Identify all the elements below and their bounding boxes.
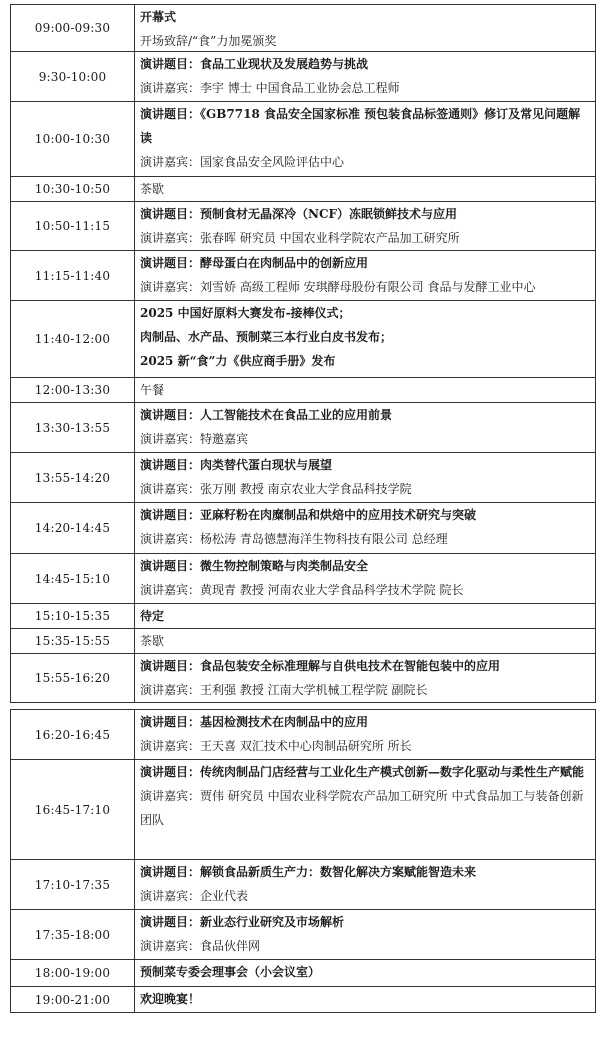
content-cell (135, 629, 595, 653)
talk-title: 演讲题目：食品包装安全标准理解与自供电技术在智能包装中的应用 (140, 659, 501, 673)
table-row (10, 628, 596, 653)
break-label: 午餐 (140, 383, 165, 397)
table-row (10, 402, 596, 452)
time-cell: 16:45-17:10 (11, 760, 135, 859)
time-cell: 16:20-16:45 (11, 710, 135, 759)
time-cell: 15:35-15:55 (11, 629, 135, 653)
content-cell (135, 503, 595, 553)
speaker: 演讲嘉宾：王利强 教授 江南大学机械工程学院 副院长 (140, 683, 428, 697)
content-cell (135, 760, 595, 859)
time-cell: 13:55-14:20 (11, 453, 135, 502)
time-cell: 11:15-11:40 (11, 251, 135, 300)
time-cell: 17:10-17:35 (11, 860, 135, 909)
table-row (10, 502, 596, 553)
speaker: 演讲嘉宾：食品伙伴网 (140, 939, 261, 953)
table-row (10, 101, 596, 176)
table-row (10, 603, 596, 628)
speaker: 演讲嘉宾：特邀嘉宾 (140, 432, 249, 446)
speaker: 演讲嘉宾：李宇 博士 中国食品工业协会总工程师 (140, 81, 400, 95)
table-row (10, 959, 596, 986)
time-cell: 17:35-18:00 (11, 910, 135, 959)
session-title: 开幕式 (140, 10, 177, 24)
time-cell: 19:00-21:00 (11, 987, 135, 1012)
meeting-label: 预制菜专委会理事会（小会议室） (140, 965, 321, 979)
speaker: 演讲嘉宾：黄现青 教授 河南农业大学食品科学技术学院 院长 (140, 583, 464, 597)
content-cell (135, 987, 595, 1012)
ceremony-item: 肉制品、水产品、预制菜三本行业白皮书发布； (140, 330, 393, 344)
talk-title: 演讲题目：微生物控制策略与肉类制品安全 (140, 559, 369, 573)
time-cell: 11:40-12:00 (11, 301, 135, 377)
talk-title: 演讲题目：解锁食品新质生产力：数智化解决方案赋能智造未来 (140, 865, 477, 879)
content-cell (135, 301, 595, 377)
talk-title: 演讲题目：食品工业现状及发展趋势与挑战 (140, 57, 369, 71)
content-cell (135, 251, 595, 300)
table-row (10, 201, 596, 250)
table-row (10, 909, 596, 959)
table-row (10, 176, 596, 201)
speaker: 演讲嘉宾：王天喜 双汇技术中心肉制品研究所 所长 (140, 739, 412, 753)
talk-title: 演讲题目：基因检测技术在肉制品中的应用 (140, 715, 369, 729)
content-cell (135, 860, 595, 909)
speaker: 演讲嘉宾：杨松涛 青岛德慧海洋生物科技有限公司 总经理 (140, 532, 448, 546)
talk-title: 演讲题目：传统肉制品门店经营与工业化生产模式创新—数字化驱动与柔性生产赋能 (140, 765, 585, 779)
time-cell: 14:20-14:45 (11, 503, 135, 553)
table-row (10, 300, 596, 377)
content-cell (135, 403, 595, 452)
talk-title: 演讲题目：《GB7718 食品安全国家标准 预包装食品标签通则》修订及常见问题解读 (140, 107, 581, 145)
time-cell: 14:45-15:10 (11, 554, 135, 603)
time-cell: 18:00-19:00 (11, 960, 135, 986)
time-cell: 12:00-13:30 (11, 378, 135, 402)
ceremony-item: 2025 新“食”力《供应商手册》发布 (140, 354, 336, 368)
talk-title: 演讲题目：肉类替代蛋白现状与展望 (140, 458, 333, 472)
content-cell (135, 378, 595, 402)
time-cell: 13:30-13:55 (11, 403, 135, 452)
table-row (10, 452, 596, 502)
schedule-table (10, 4, 596, 1013)
table-row (10, 709, 596, 759)
talk-title: 演讲题目：预制食材无晶深冷（NCF）冻眠锁鲜技术与应用 (140, 207, 458, 221)
session-detail: 开场致辞/“食”力加冕颁奖 (140, 34, 277, 48)
content-cell (135, 710, 595, 759)
table-row (10, 553, 596, 603)
break-label: 茶歇 (140, 182, 165, 196)
talk-title: 演讲题目：亚麻籽粉在肉糜制品和烘焙中的应用技术研究与突破 (140, 508, 477, 522)
content-cell (135, 960, 595, 986)
table-row (10, 859, 596, 909)
content-cell (135, 202, 595, 250)
time-cell: 10:50-11:15 (11, 202, 135, 250)
time-cell: 15:55-16:20 (11, 654, 135, 702)
time-cell: 15:10-15:35 (11, 604, 135, 628)
table-row (10, 653, 596, 703)
speaker: 演讲嘉宾：企业代表 (140, 889, 249, 903)
content-cell (135, 177, 595, 201)
ceremony-item: 2025 中国好原料大赛发布-接棒仪式； (140, 306, 351, 320)
break-label: 茶歇 (140, 634, 165, 648)
table-row (10, 51, 596, 101)
table-row (10, 986, 596, 1013)
speaker: 演讲嘉宾：张春晖 研究员 中国农业科学院农产品加工研究所 (140, 231, 460, 245)
time-cell: 10:30-10:50 (11, 177, 135, 201)
content-cell (135, 453, 595, 502)
speaker: 演讲嘉宾：贾伟 研究员 中国农业科学院农产品加工研究所 中式食品加工与装备创新团队 (140, 789, 584, 827)
content-cell (135, 910, 595, 959)
content-cell (135, 554, 595, 603)
content-cell (135, 52, 595, 101)
table-row (10, 250, 596, 300)
speaker: 演讲嘉宾：张万刚 教授 南京农业大学食品科技学院 (140, 482, 412, 496)
tbd-label: 待定 (140, 609, 165, 623)
talk-title: 演讲题目：人工智能技术在食品工业的应用前景 (140, 408, 393, 422)
table-row (10, 377, 596, 402)
time-cell: 9:30-10:00 (11, 52, 135, 101)
talk-title: 演讲题目：新业态行业研究及市场解析 (140, 915, 345, 929)
content-cell (135, 102, 595, 176)
content-cell (135, 654, 595, 702)
speaker: 演讲嘉宾：刘雪娇 高级工程师 安琪酵母股份有限公司 食品与发酵工业中心 (140, 280, 536, 294)
dinner-label: 欢迎晚宴！ (140, 992, 201, 1006)
talk-title: 演讲题目：酵母蛋白在肉制品中的创新应用 (140, 256, 369, 270)
time-cell: 10:00-10:30 (11, 102, 135, 176)
speaker: 演讲嘉宾：国家食品安全风险评估中心 (140, 155, 345, 169)
table-row (10, 759, 596, 859)
content-cell (135, 604, 595, 628)
content-cell (135, 5, 595, 51)
table-row (10, 4, 596, 51)
time-cell: 09:00-09:30 (11, 5, 135, 51)
